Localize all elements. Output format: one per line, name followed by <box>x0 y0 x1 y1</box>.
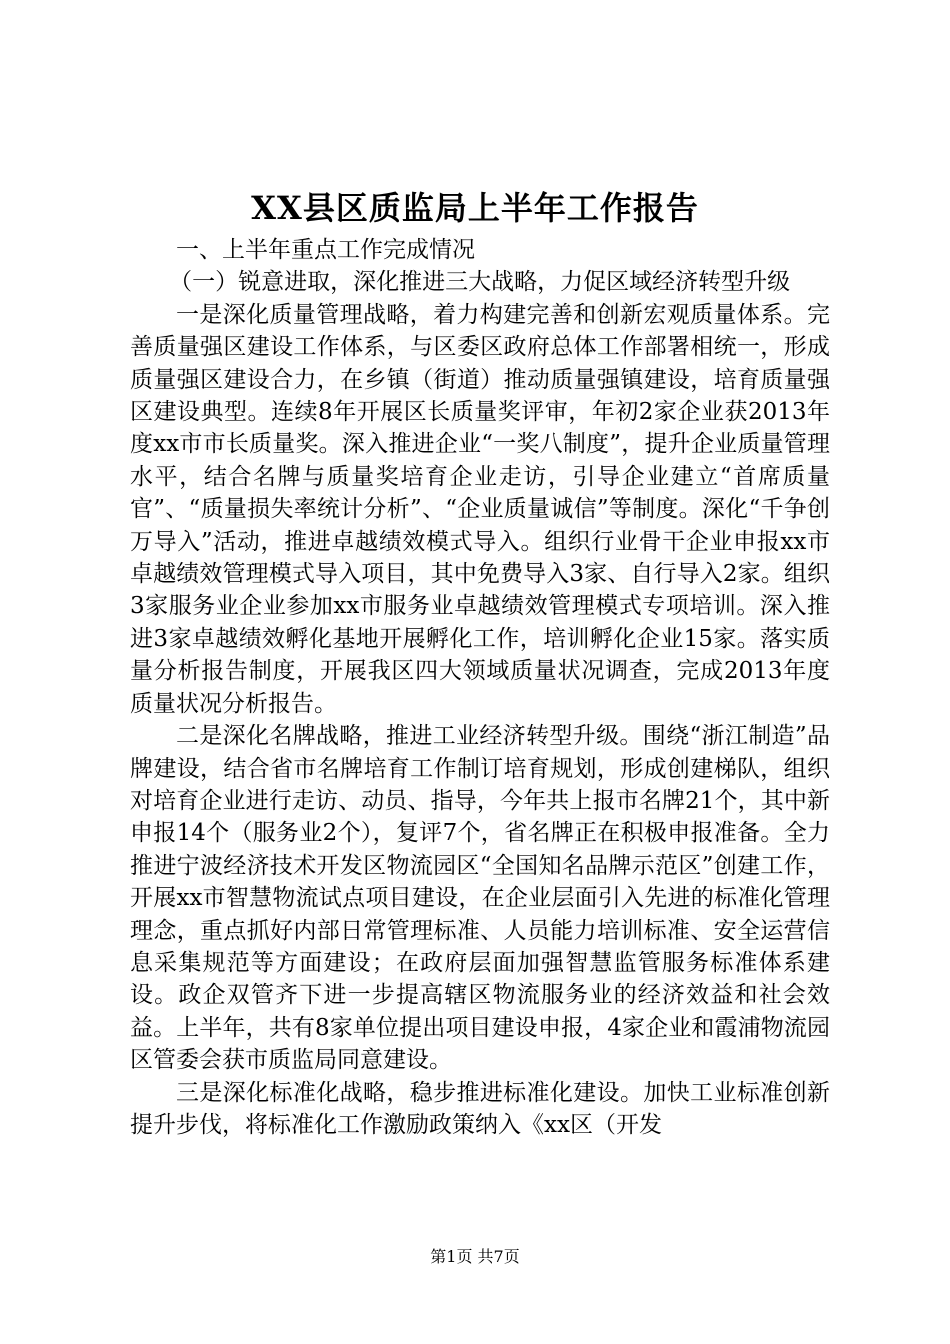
page-footer: 第1页 共7页 <box>430 1247 520 1266</box>
body-paragraph-1: 一是深化质量管理战略，着力构建完善和创新宏观质量体系。完善质量强区建设工作体系，与区委区政府总体工作部署相统一，形成质量强区建设合力，在乡镇（街道）推动质量强镇建设，培育质量强区建设典型。连续8年开展区长质量奖评审，年初2家企业获2013年度xx市市长质量奖。深入推进企业“一奖八制度”，提升企业质量管理水平，结合名牌与质量奖培育企业走访，引导企业建立“首席质量官”、“质量损失率统计分析”、“企业质量诚信”等制度。深化“千争创万导入”活动，推进卓越绩效模式导入。组织行业骨干企业申报xx市卓越绩效管理模式导入项目，其中免费导入3家、自行导入2家。组织3家服务业企业参加xx市服务业卓越绩效管理模式专项培训。深入推进3家卓越绩效孵化基地开展孵化工作，培训孵化企业15家。落实质量分析报告制度，开展我区四大领域质量状况调查，完成2013年度质量状况分析报告。 <box>130 301 830 717</box>
body-paragraph-3: 三是深化标准化战略，稳步推进标准化建设。加快工业标准创新提升步伐，将标准化工作激励政策纳入《xx区（开发 <box>130 1079 830 1138</box>
body-paragraph-2: 二是深化名牌战略，推进工业经济转型升级。围绕“浙江制造”品牌建设，结合省市名牌培育工作制订培育规划，形成创建梯队，组织对培育企业进行走访、动员、指导，今年共上报市名牌21个，其中新申报14个（服务业2个），复评7个，省名牌正在积极申报准备。全力推进宁波经济技术开发区物流园区“全国知名品牌示范区”创建工作，开展xx市智慧物流试点项目建设，在企业层面引入先进的标准化管理理念，重点抓好内部日常管理标准、人员能力培训标准、安全运营信息采集规范等方面建设；在政府层面加强智慧监管服务标准体系建设。政企双管齐下进一步提高辖区物流服务业的经济效益和社会效益。上半年，共有8家单位提出项目建设申报，4家企业和霞浦物流园区管委会获市质监局同意建设。 <box>130 723 830 1074</box>
document-body <box>130 234 830 1141</box>
subsection-heading: （一）锐意进取，深化推进三大战略，力促区域经济转型升级 <box>169 269 791 296</box>
document-title: XX县区质监局上半年工作报告 <box>251 189 699 227</box>
section-heading: 一、上半年重点工作完成情况 <box>176 237 475 263</box>
